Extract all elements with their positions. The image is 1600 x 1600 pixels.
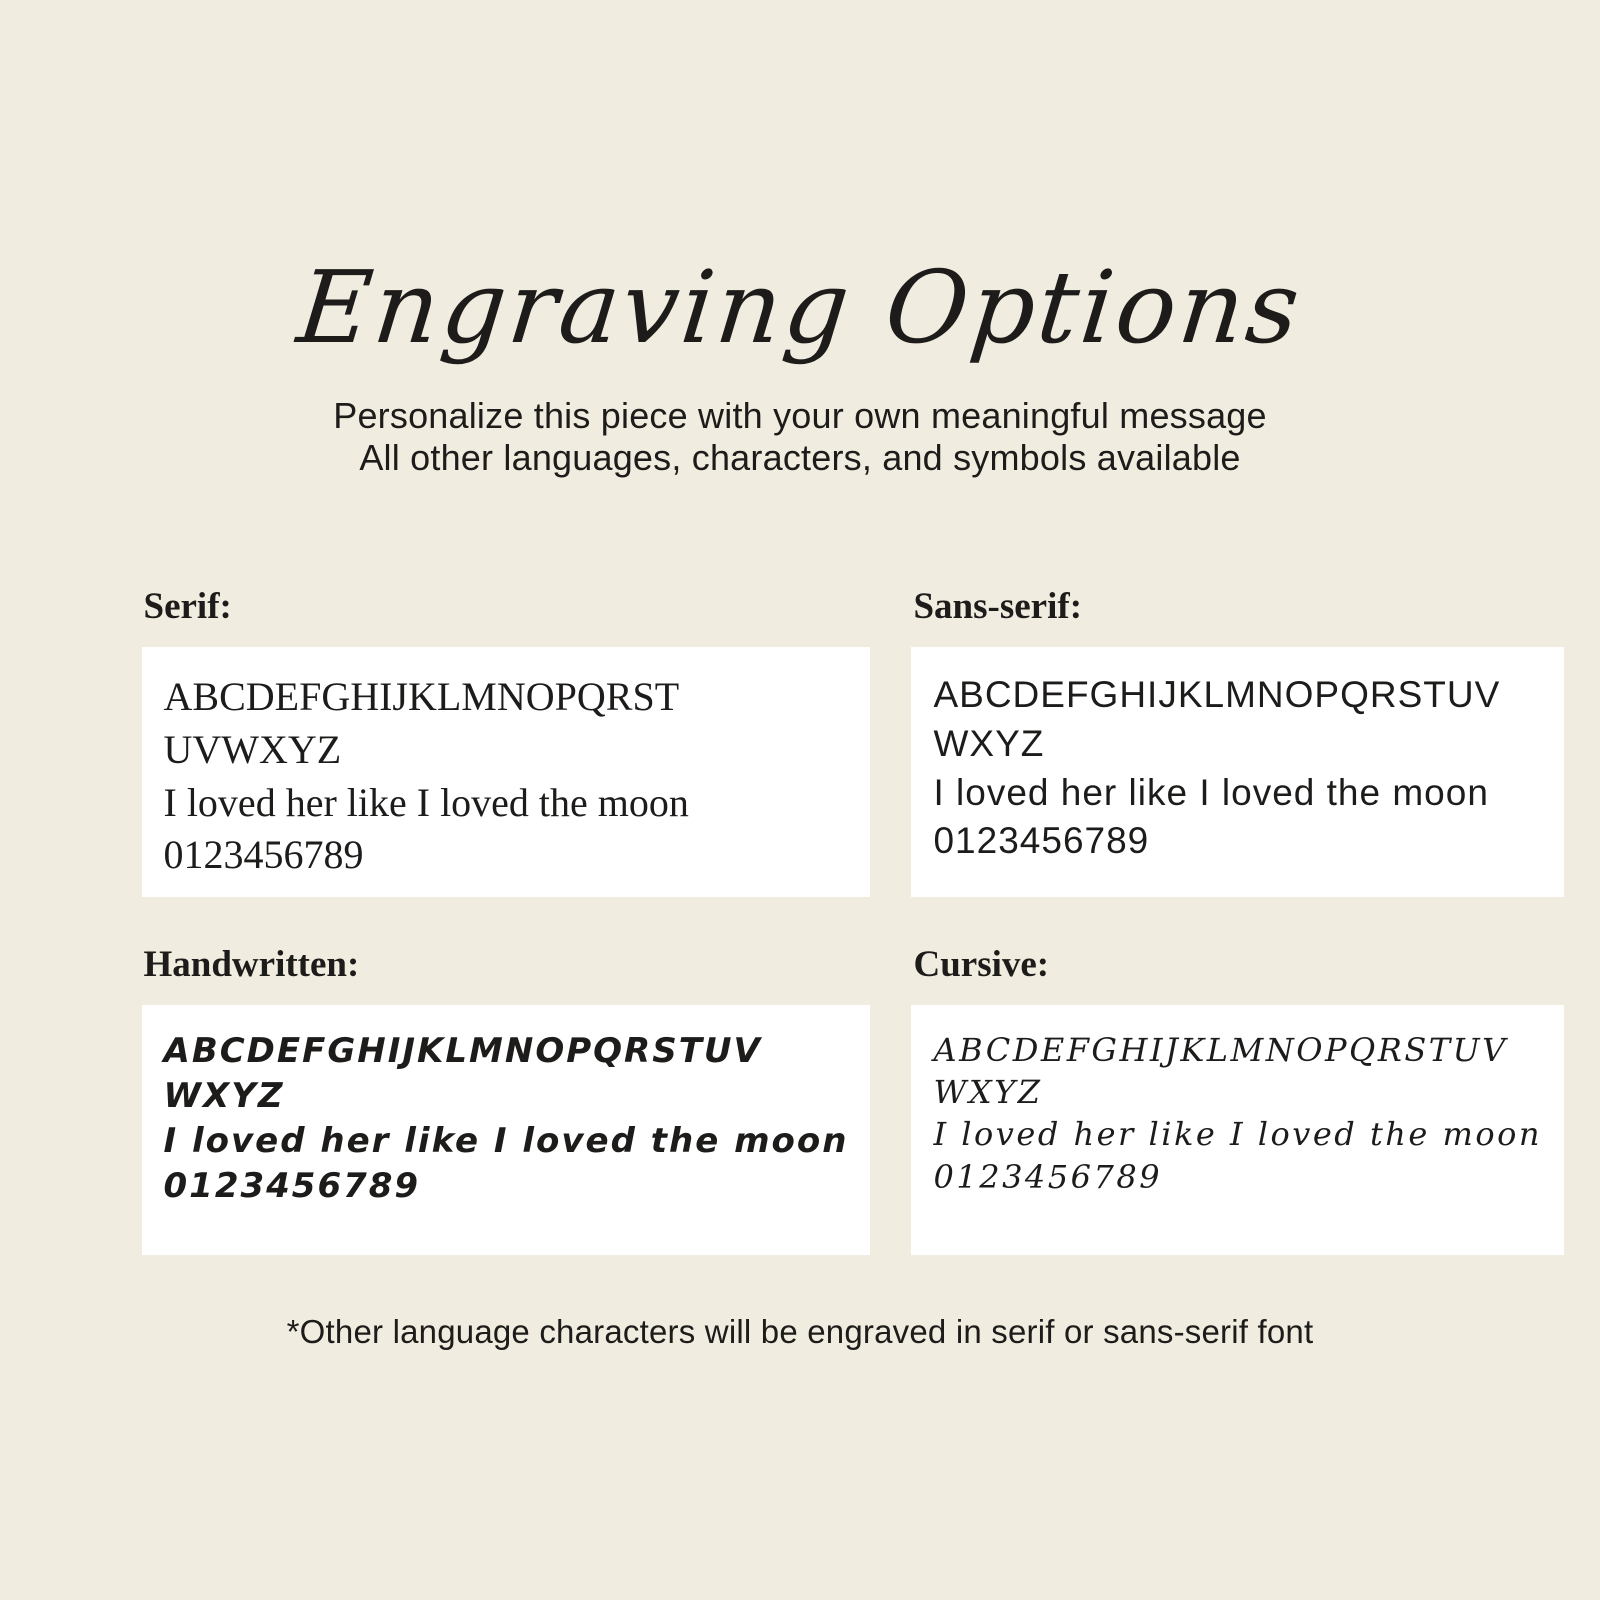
subtitle-line-2: All other languages, characters, and symbols available	[359, 437, 1241, 479]
font-card-serif	[142, 585, 871, 897]
page-title: Engraving Options	[292, 249, 1308, 366]
sample-box-cursive	[911, 1005, 1564, 1255]
sample-sentence: I loved her like I loved the moon	[933, 1115, 1542, 1154]
alphabet-line-1: ABCDEFGHIJKLMNOPQRSTUV	[163, 1030, 762, 1071]
alphabet-line-1: ABCDEFGHIJKLMNOPQRSTUV	[933, 673, 1501, 715]
alphabet-line-1: ABCDEFGHIJKLMNOPQRSTUV	[933, 1030, 1508, 1069]
alphabet-line-1: ABCDEFGHIJKLMNOPQRST	[163, 673, 680, 719]
card-label-serif: Serif:	[143, 585, 232, 627]
sample-sentence: I loved her like I loved the moon	[933, 771, 1489, 813]
subtitle-line-1: Personalize this piece with your own meaningful message	[333, 395, 1267, 436]
alphabet-line-2: WXYZ	[933, 1073, 1043, 1112]
font-card-cursive	[911, 943, 1564, 1255]
card-label-handwritten: Handwritten:	[143, 943, 360, 985]
card-label-sans-serif: Sans-serif:	[913, 585, 1083, 627]
sample-box-handwritten	[142, 1005, 871, 1255]
sample-box-serif	[142, 647, 871, 897]
footer-note: *Other language characters will be engraved in serif or sans-serif font	[286, 1312, 1314, 1350]
sample-box-sans-serif	[911, 647, 1564, 897]
font-samples-grid	[142, 585, 1542, 1255]
sample-sentence: I loved her like I loved the moon	[163, 779, 689, 825]
sample-digits: 0123456789	[933, 820, 1150, 862]
sample-sentence: I loved her like I loved the moon	[163, 1120, 849, 1161]
font-card-sans-serif	[911, 585, 1564, 897]
alphabet-line-2: WXYZ	[163, 1075, 285, 1116]
sample-digits: 0123456789	[163, 832, 364, 878]
card-label-cursive: Cursive:	[913, 943, 1050, 985]
sample-digits: 0123456789	[163, 1165, 421, 1206]
sample-digits: 0123456789	[933, 1157, 1163, 1196]
font-card-handwritten	[142, 943, 871, 1255]
alphabet-line-2: WXYZ	[933, 722, 1045, 764]
header	[0, 0, 1600, 480]
subtitle	[0, 395, 1600, 480]
alphabet-line-2: UVWXYZ	[163, 726, 342, 772]
